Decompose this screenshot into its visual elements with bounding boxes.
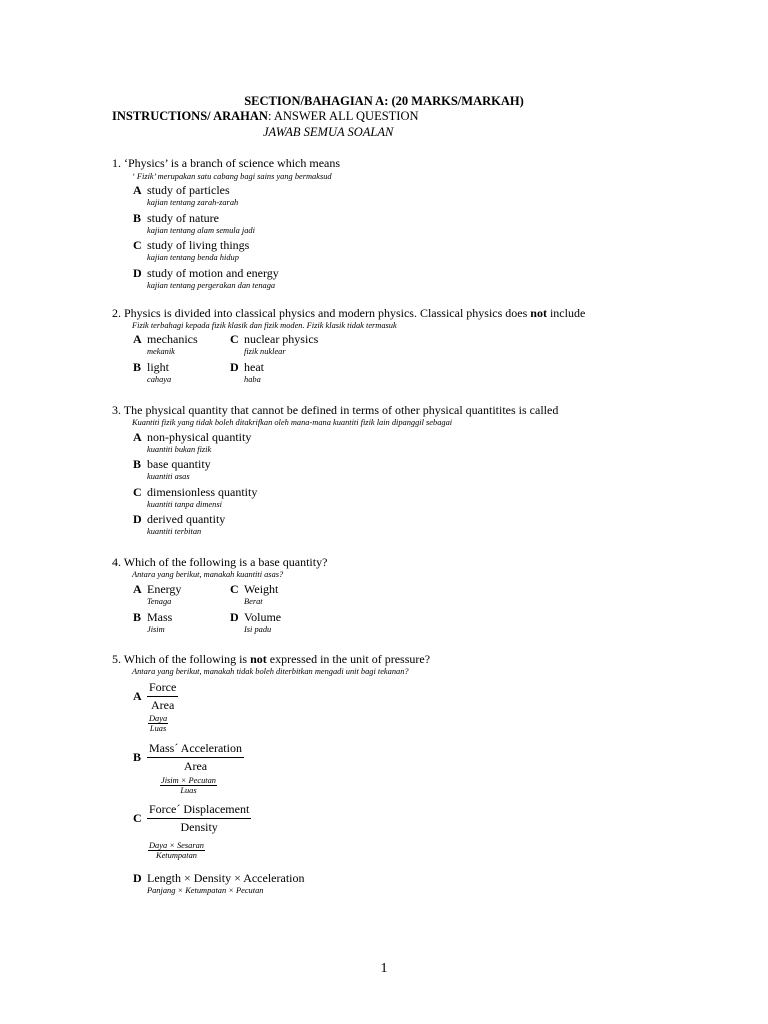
question-2-text: 2. Physics is divided into classical physics and modern physics. Classical physics does not include (112, 306, 586, 320)
instructions-text: : ANSWER ALL QUESTION (267, 109, 419, 123)
q5-option-a-translation: $\frac{\text{Daya}}{\text{Luas}}$ (149, 714, 168, 733)
q1-option-c-translation: kajian tentang benda hidup (147, 253, 239, 262)
q3-option-a-translation: kuantiti bukan fizik (147, 445, 212, 454)
q5-option-b[interactable]: B $\frac{\text{Mass´ Acceleration}}{\text{Area}}$ (133, 741, 242, 773)
section-title: SECTION/BAHAGIAN A: (20 MARKS/MARKAH) (244, 94, 524, 108)
instructions-label: INSTRUCTIONS/ ARAHAN (112, 109, 268, 123)
question-4-translation: Antara yang berikut, manakah kuantiti asas? (132, 570, 284, 579)
question-1-translation: ‘ Fizik’ merupakan satu cabang bagi sains yang bermaksud (132, 172, 332, 181)
q2-option-d[interactable]: D heat (230, 360, 264, 374)
q3-option-d[interactable]: D derived quantity (133, 512, 226, 526)
q3-option-b[interactable]: B base quantity (133, 457, 211, 471)
q3-option-d-translation: kuantiti terbitan (147, 527, 202, 536)
q1-option-d[interactable]: D study of motion and energy (133, 266, 279, 280)
q5-option-d-translation: Panjang × Ketumpatan × Pecutan (147, 886, 264, 895)
q1-option-a[interactable]: A study of particles (133, 183, 230, 197)
q5-option-a-fraction: $\frac{\text{Force}}{\text{Area}}$ (149, 680, 177, 712)
q5-option-d[interactable]: D Length × Density × Acceleration (133, 871, 305, 885)
q4-option-d-translation: Isi padu (244, 625, 272, 634)
q5-option-c[interactable]: C $\frac{\text{Force´ Displacement}}{\text{Density}}$ (133, 802, 250, 834)
q5-option-c-fraction: $\frac{\text{Force´ Displacement}}{\text{Density}}$ (149, 802, 250, 834)
question-5-text: 5. Which of the following is not expressed in the unit of pressure? (112, 652, 431, 666)
q2-option-b-translation: cahaya (147, 375, 172, 384)
question-5-translation: Antara yang berikut, manakah tidak boleh diterbitkan mengadi unit bagi tekanan? (132, 667, 409, 676)
q4-option-b[interactable]: B Mass (133, 610, 173, 624)
question-4-text: 4. Which of the following is a base quantity? (112, 555, 328, 569)
q3-option-c[interactable]: C dimensionless quantity (133, 485, 258, 499)
q2-option-c-translation: fizik nuklear (244, 347, 286, 356)
instructions-line (112, 109, 419, 124)
q4-option-c[interactable]: C Weight (230, 582, 279, 596)
q2-option-a-translation: mekanik (147, 347, 175, 356)
q2-option-d-translation: haba (244, 375, 261, 384)
q1-option-c[interactable]: C study of living things (133, 238, 250, 252)
q5-option-c-translation: $\frac{\text{Daya × Sesaran}}{\text{Ketumpatan}}$ (149, 841, 204, 860)
q3-option-a[interactable]: A non-physical quantity (133, 430, 252, 444)
q5-option-b-fraction: $\frac{\text{Mass´ Acceleration}}{\text{Area}}$ (149, 741, 242, 773)
q4-option-a[interactable]: A Energy (133, 582, 182, 596)
page-number: 1 (380, 961, 388, 976)
question-3-translation: Kuantiti fizik yang tidak boleh ditakrifkan oleh mana-mana kuantiti fizik lain dipanggil sebagai (132, 418, 453, 427)
q3-option-c-translation: kuantiti tanpa dimensi (147, 500, 222, 509)
instructions-malay: JAWAB SEMUA SOALAN (263, 125, 394, 139)
question-3-text: 3. The physical quantity that cannot be defined in terms of other physical quantitites is called (112, 403, 559, 417)
q5-option-a[interactable]: A $\frac{\text{Force}}{\text{Area}}$ (133, 680, 177, 712)
q2-option-c[interactable]: C nuclear physics (230, 332, 319, 346)
question-1-text: 1. ‘Physics’ is a branch of science which means (112, 156, 341, 170)
q1-option-a-translation: kajian tentang zarah-zarah (147, 198, 239, 207)
q1-option-d-translation: kajian tentang pergerakan dan tenaga (147, 281, 276, 290)
q4-option-c-translation: Berat (244, 597, 263, 606)
question-2-translation: Fizik terbahagi kepada fizik klasik dan fizik moden. Fizik klasik tidak termasuk (132, 321, 397, 330)
q4-option-a-translation: Tenaga (147, 597, 172, 606)
q1-option-b[interactable]: B study of nature (133, 211, 219, 225)
q1-option-b-translation: kajian tentang alam semula jadi (147, 226, 255, 235)
q2-option-b[interactable]: B light (133, 360, 170, 374)
q5-option-b-translation: $\frac{\text{Jisim × Pecutan}}{\text{Luas}}$ (161, 776, 216, 795)
q4-option-d[interactable]: D Volume (230, 610, 282, 624)
q4-option-b-translation: Jisim (147, 625, 165, 634)
q3-option-b-translation: kuantiti asas (147, 472, 190, 481)
q2-option-a[interactable]: A mechanics (133, 332, 198, 346)
